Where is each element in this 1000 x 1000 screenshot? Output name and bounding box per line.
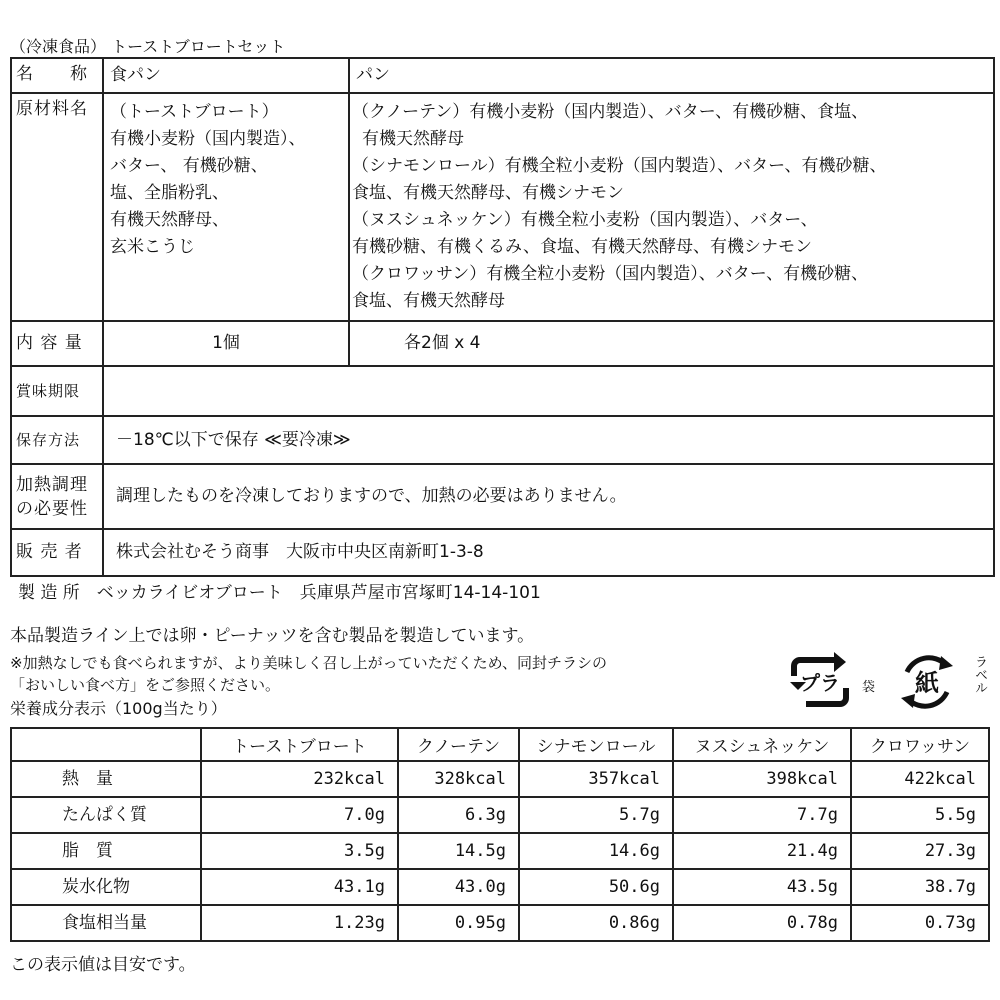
paper-label: ラベル — [972, 655, 987, 694]
quantity-label: 内 容 量 — [11, 321, 103, 366]
nutrient-value: 0.95g — [398, 905, 519, 941]
ingredient-line: 有機天然酵母、 — [110, 210, 229, 230]
header-cell: ヌスシュネッケン — [673, 728, 851, 761]
allergen-note: 本品製造ライン上では卵・ピーナッツを含む製品を製造しています。 — [10, 626, 535, 646]
header-cell: シナモンロール — [519, 728, 673, 761]
nutrient-value: 3.5g — [201, 833, 398, 869]
header-cell: クノーテン — [398, 728, 519, 761]
ingredient-line: （クロワッサン）有機全粒小麦粉（国内製造）、バター、有機砂糖、 — [352, 264, 869, 284]
ingredient-line: 玄米こうじ — [110, 237, 195, 257]
ingredient-line: 食塩、有機天然酵母、有機シナモン — [352, 183, 624, 203]
header-cell — [11, 728, 201, 761]
ingredient-line: （シナモンロール）有機全粒小麦粉（国内製造）、バター、有機砂糖、 — [352, 156, 887, 176]
product-title: （冷凍食品） トーストブロートセット — [10, 37, 286, 56]
nutrition-row — [11, 797, 989, 833]
nutrition-title: 栄養成分表示（100g当たり） — [10, 699, 227, 718]
nutrient-value: 50.6g — [519, 869, 673, 905]
name-col2: パン — [349, 58, 994, 93]
header-cell: クロワッサン — [851, 728, 989, 761]
nutrient-value: 43.1g — [201, 869, 398, 905]
expiry-value — [103, 366, 994, 416]
ingredient-line: バター、 有機砂糖、 — [110, 156, 268, 176]
nutrient-value: 21.4g — [673, 833, 851, 869]
name-col1: 食パン — [103, 58, 349, 93]
nutrient-label: 脂 質 — [11, 833, 201, 869]
nutrient-label: 食塩相当量 — [11, 905, 201, 941]
ingredient-line: 有機砂糖、有機くるみ、食塩、有機天然酵母、有機シナモン — [352, 237, 813, 257]
nutrient-value: 43.0g — [398, 869, 519, 905]
nutrient-value: 328kcal — [398, 761, 519, 797]
serving-note-line: 「おいしい食べ方」をご参照ください。 — [10, 676, 281, 694]
nutrient-label: 炭水化物 — [11, 869, 201, 905]
heating-label — [11, 464, 103, 529]
nutrient-value: 14.5g — [398, 833, 519, 869]
ingredient-line: （クノーテン）有機小麦粉（国内製造）、バター、有機砂糖、食塩、 — [352, 102, 869, 122]
header-cell: トーストブロート — [201, 728, 398, 761]
nutrient-value: 357kcal — [519, 761, 673, 797]
ingredient-line: （トーストブロート） — [110, 102, 279, 122]
manufacturer: 製 造 所 ベッカライビオブロート 兵庫県芦屋市宮塚町14-14-101 — [18, 583, 541, 603]
nutrition-row — [11, 833, 989, 869]
nutrient-value: 1.23g — [201, 905, 398, 941]
paper-recycle-icon — [895, 650, 959, 714]
plastic-label: 袋 — [862, 680, 876, 695]
nutrition-row — [11, 905, 989, 941]
nutrient-value: 7.7g — [673, 797, 851, 833]
nutrient-value: 27.3g — [851, 833, 989, 869]
name-label: 名 称 — [11, 58, 103, 93]
nutrient-value: 0.78g — [673, 905, 851, 941]
nutrient-value: 232kcal — [201, 761, 398, 797]
heating-label-line: 加熱調理 — [16, 474, 88, 495]
ingredients-col2 — [349, 93, 994, 321]
storage-label: 保存方法 — [11, 416, 103, 464]
nutrient-value: 38.7g — [851, 869, 989, 905]
ingredient-line: 塩、全脂粉乳、 — [110, 183, 229, 203]
nutrient-label: 熱 量 — [11, 761, 201, 797]
nutrient-value: 0.86g — [519, 905, 673, 941]
label-table — [10, 57, 995, 577]
nutrition-row — [11, 869, 989, 905]
nutrition-header-row — [11, 728, 989, 761]
serving-note-line: ※加熱なしでも食べられますが、より美味しく召し上がっていただくため、同封チラシの — [10, 654, 607, 672]
nutrition-table — [10, 727, 990, 942]
paper-mark: 紙 — [915, 669, 939, 697]
nutrient-value: 5.5g — [851, 797, 989, 833]
ingredient-line: 食塩、有機天然酵母 — [352, 291, 505, 311]
nutrient-value: 6.3g — [398, 797, 519, 833]
heating-label-line: の必要性 — [16, 498, 88, 519]
nutrient-value: 5.7g — [519, 797, 673, 833]
nutrient-value: 398kcal — [673, 761, 851, 797]
nutrient-value: 7.0g — [201, 797, 398, 833]
nutrition-row — [11, 761, 989, 797]
quantity-col1: 1個 — [103, 321, 349, 366]
ingredient-line: 有機天然酵母 — [362, 129, 464, 149]
storage-value: －18℃以下で保存 ≪要冷凍≫ — [103, 416, 994, 464]
nutrient-value: 422kcal — [851, 761, 989, 797]
ingredients-col1 — [103, 93, 349, 321]
expiry-label: 賞味期限 — [11, 366, 103, 416]
seller-value: 株式会社むそう商事 大阪市中央区南新町1-3-8 — [103, 529, 994, 576]
plastic-mark: プラ — [800, 671, 840, 695]
ingredient-line: （ヌスシュネッケン）有機全粒小麦粉（国内製造）、バター、 — [352, 210, 818, 230]
plastic-recycle-icon — [790, 652, 850, 712]
ingredients-label: 原材料名 — [11, 93, 103, 321]
seller-label: 販 売 者 — [11, 529, 103, 576]
ingredient-line: 有機小麦粉（国内製造）、 — [110, 129, 306, 149]
nutrition-footer: この表示値は目安です。 — [10, 955, 196, 975]
quantity-col2: 各2個 x 4 — [349, 321, 994, 366]
nutrient-label: たんぱく質 — [11, 797, 201, 833]
nutrient-value: 43.5g — [673, 869, 851, 905]
nutrient-value: 0.73g — [851, 905, 989, 941]
nutrient-value: 14.6g — [519, 833, 673, 869]
heating-value: 調理したものを冷凍しておりますので、加熱の必要はありません。 — [103, 464, 994, 529]
